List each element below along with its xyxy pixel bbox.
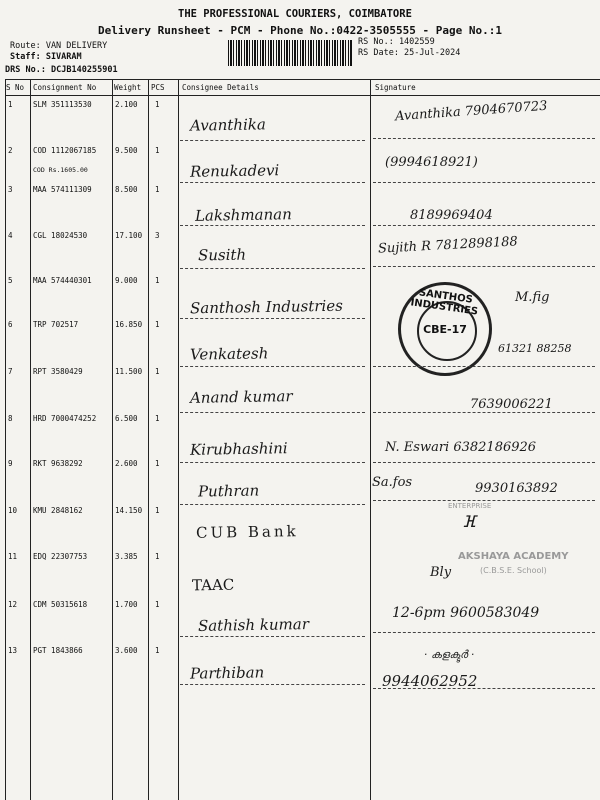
row-9-consignee: Puthran (197, 481, 260, 501)
row-5-signature-mark: M.fig (515, 290, 550, 305)
row-8-sno: 8 (8, 414, 13, 423)
row-13-signature-mark: · കളക്ടർ · (424, 648, 475, 661)
row-12-weight: 1.700 (115, 600, 138, 609)
row-7-consignee: Anand kumar (189, 387, 293, 407)
row-9-weight: 2.600 (115, 459, 138, 468)
row-7-signature: 7639006221 (470, 397, 553, 412)
col-divider (30, 80, 31, 800)
row-4-line (180, 268, 365, 269)
row-3-line (180, 225, 365, 226)
row-6-consignee: Venkatesh (189, 344, 269, 364)
company-title: THE PROFESSIONAL COURIERS, COIMBATORE (178, 8, 412, 20)
row-12-consignment: CDM 50315618 (33, 600, 88, 609)
row-3-pcs: 1 (155, 185, 160, 194)
header-consignment: Consignment No (33, 83, 97, 92)
row-10-sno: 10 (8, 506, 18, 515)
barcode (228, 40, 352, 66)
row-3-consignee: Lakshmanan (194, 205, 292, 225)
row-6-line (180, 366, 365, 367)
row-2-consignee: Renukadevi (189, 161, 280, 181)
row-13-line (180, 684, 365, 685)
table-top-border (5, 79, 600, 80)
row-5-sno: 5 (8, 276, 13, 285)
row-8-sig-line (373, 462, 595, 463)
school-stamp-sub: (C.B.S.E. School) (480, 566, 547, 575)
row-3-consignment: MAA 574111309 (33, 185, 92, 194)
row-1-consignment: SLM 351113530 (33, 100, 92, 109)
row-5-line (180, 318, 365, 319)
row-13-sig-line (373, 688, 595, 689)
row-12-consignee: Sathish kumar (197, 615, 310, 635)
row-2-consignment: COD 1112067185 (33, 146, 97, 155)
row-7-sig-line (373, 412, 595, 413)
row-1-sig-line (373, 138, 595, 139)
row-4-signature: Sujith R 7812898188 (377, 234, 519, 257)
row-4-sig-line (373, 266, 595, 267)
row-12-line (180, 636, 365, 637)
row-6-sig-line (373, 366, 595, 367)
row-5-weight: 9.000 (115, 276, 138, 285)
row-2-line (180, 182, 365, 183)
row-2-weight: 9.500 (115, 146, 138, 155)
row-13-signature: 9944062952 (382, 672, 478, 690)
col-divider (370, 80, 371, 800)
staff-label: Staff: SIVARAM (10, 52, 82, 62)
row-1-line (180, 140, 365, 141)
row-8-consignment: HRD 7000474252 (33, 414, 97, 423)
row-4-consignment: CGL 18024530 (33, 231, 88, 240)
row-13-pcs: 1 (155, 646, 160, 655)
drs-number: DRS No.: DCJB140255901 (5, 65, 118, 75)
row-9-signature: 9930163892 (475, 481, 558, 496)
stamp-company-name: SANTHOS INDUSTRIES (409, 287, 479, 318)
row-6-sno: 6 (8, 320, 13, 329)
school-stamp-name: AKSHAYA ACADEMY (458, 551, 569, 562)
row-9-sig-line (373, 500, 595, 501)
col-divider (112, 80, 113, 800)
row-5-consignment: MAA 574440301 (33, 276, 92, 285)
row-7-pcs: 1 (155, 367, 160, 376)
route-label: Route: VAN DELIVERY (10, 41, 108, 51)
row-8-signature: N. Eswari 6382186926 (385, 440, 537, 455)
row-3-weight: 8.500 (115, 185, 138, 194)
row-10-consignment: KMU 2848162 (33, 506, 83, 515)
row-9-line (180, 504, 365, 505)
header-sno: S No (6, 83, 25, 92)
row-1-weight: 2.100 (115, 100, 138, 109)
row-8-weight: 6.500 (115, 414, 138, 423)
row-5-pcs: 1 (155, 276, 160, 285)
row-13-sno: 13 (8, 646, 18, 655)
header-weight: Weight (114, 83, 142, 92)
col-divider (148, 80, 149, 800)
row-10-pcs: 1 (155, 506, 160, 515)
row-7-line (180, 412, 365, 413)
row-12-pcs: 1 (155, 600, 160, 609)
row-10-signature-mark: ⴼ (462, 512, 476, 531)
row-11-pcs: 1 (155, 552, 160, 561)
header-signature: Signature (375, 83, 416, 92)
row-8-pcs: 1 (155, 414, 160, 423)
col-divider (5, 80, 6, 800)
row-2-signature: (9994618921) (385, 155, 478, 170)
header-pcs: PCS (151, 83, 165, 92)
row-10-weight: 14.150 (115, 506, 143, 515)
row-13-consignment: PGT 1843866 (33, 646, 83, 655)
row-6-pcs: 1 (155, 320, 160, 329)
col-divider (178, 80, 179, 800)
header-consignee: Consignee Details (182, 83, 259, 92)
row-12-sig-line (373, 632, 595, 633)
row-3-signature: 8189969404 (410, 208, 493, 223)
row-11-weight: 3.385 (115, 552, 138, 561)
row-12-signature: 12-6pm 9600583049 (392, 605, 540, 621)
row-11-sno: 11 (8, 552, 18, 561)
row-1-sno: 1 (8, 100, 13, 109)
row-11-consignment: EDQ 22307753 (33, 552, 88, 561)
row-4-pcs: 3 (155, 231, 160, 240)
row-6-signature: 61321 88258 (498, 342, 572, 355)
runsheet-subtitle: Delivery Runsheet - PCM - Phone No.:0422-3505555 - Page No.:1 (98, 24, 502, 37)
row-4-consignee: Susith (197, 245, 247, 265)
row-12-sno: 12 (8, 600, 18, 609)
row-6-consignment: TRP 702517 (33, 320, 79, 329)
row-2-sig-line (373, 182, 595, 183)
company-stamp (398, 282, 492, 376)
row-1-pcs: 1 (155, 100, 160, 109)
row-5-consignee: Santhosh Industries (189, 296, 343, 318)
row-8-consignee: Kirubhashini (189, 439, 288, 459)
row-2-sno: 2 (8, 146, 13, 155)
row-9-consignment: RKT 9638292 (33, 459, 83, 468)
row-11-signature-mark: Bly (430, 565, 452, 580)
row-7-consignment: RPT 3580429 (33, 367, 83, 376)
rs-number: RS No.: 1402559 (358, 37, 435, 47)
row-1-signature: Avanthika 7904670723 (394, 98, 548, 125)
row-2-cod-amount: COD Rs.1605.00 (33, 166, 88, 174)
row-3-sno: 3 (8, 185, 13, 194)
row-2-pcs: 1 (155, 146, 160, 155)
row-13-weight: 3.600 (115, 646, 138, 655)
row-10-consignee: CUB Bank (195, 522, 299, 542)
row-10-faded-stamp: ENTERPRISE (448, 502, 492, 510)
row-9-signature-mark: Sa.fos (372, 475, 413, 490)
rs-date: RS Date: 25-Jul-2024 (358, 48, 461, 58)
table-header-border (5, 95, 600, 96)
row-7-weight: 11.500 (115, 367, 143, 376)
row-11-consignee: TAAC (191, 575, 235, 595)
row-13-consignee: Parthiban (189, 663, 265, 683)
row-9-pcs: 1 (155, 459, 160, 468)
row-4-sno: 4 (8, 231, 13, 240)
stamp-code: CBE-17 (423, 323, 467, 336)
row-4-weight: 17.100 (115, 231, 143, 240)
row-9-sno: 9 (8, 459, 13, 468)
row-7-sno: 7 (8, 367, 13, 376)
row-1-consignee: Avanthika (189, 115, 266, 135)
row-6-weight: 16.850 (115, 320, 143, 329)
row-3-sig-line (373, 225, 595, 226)
row-8-line (180, 462, 365, 463)
